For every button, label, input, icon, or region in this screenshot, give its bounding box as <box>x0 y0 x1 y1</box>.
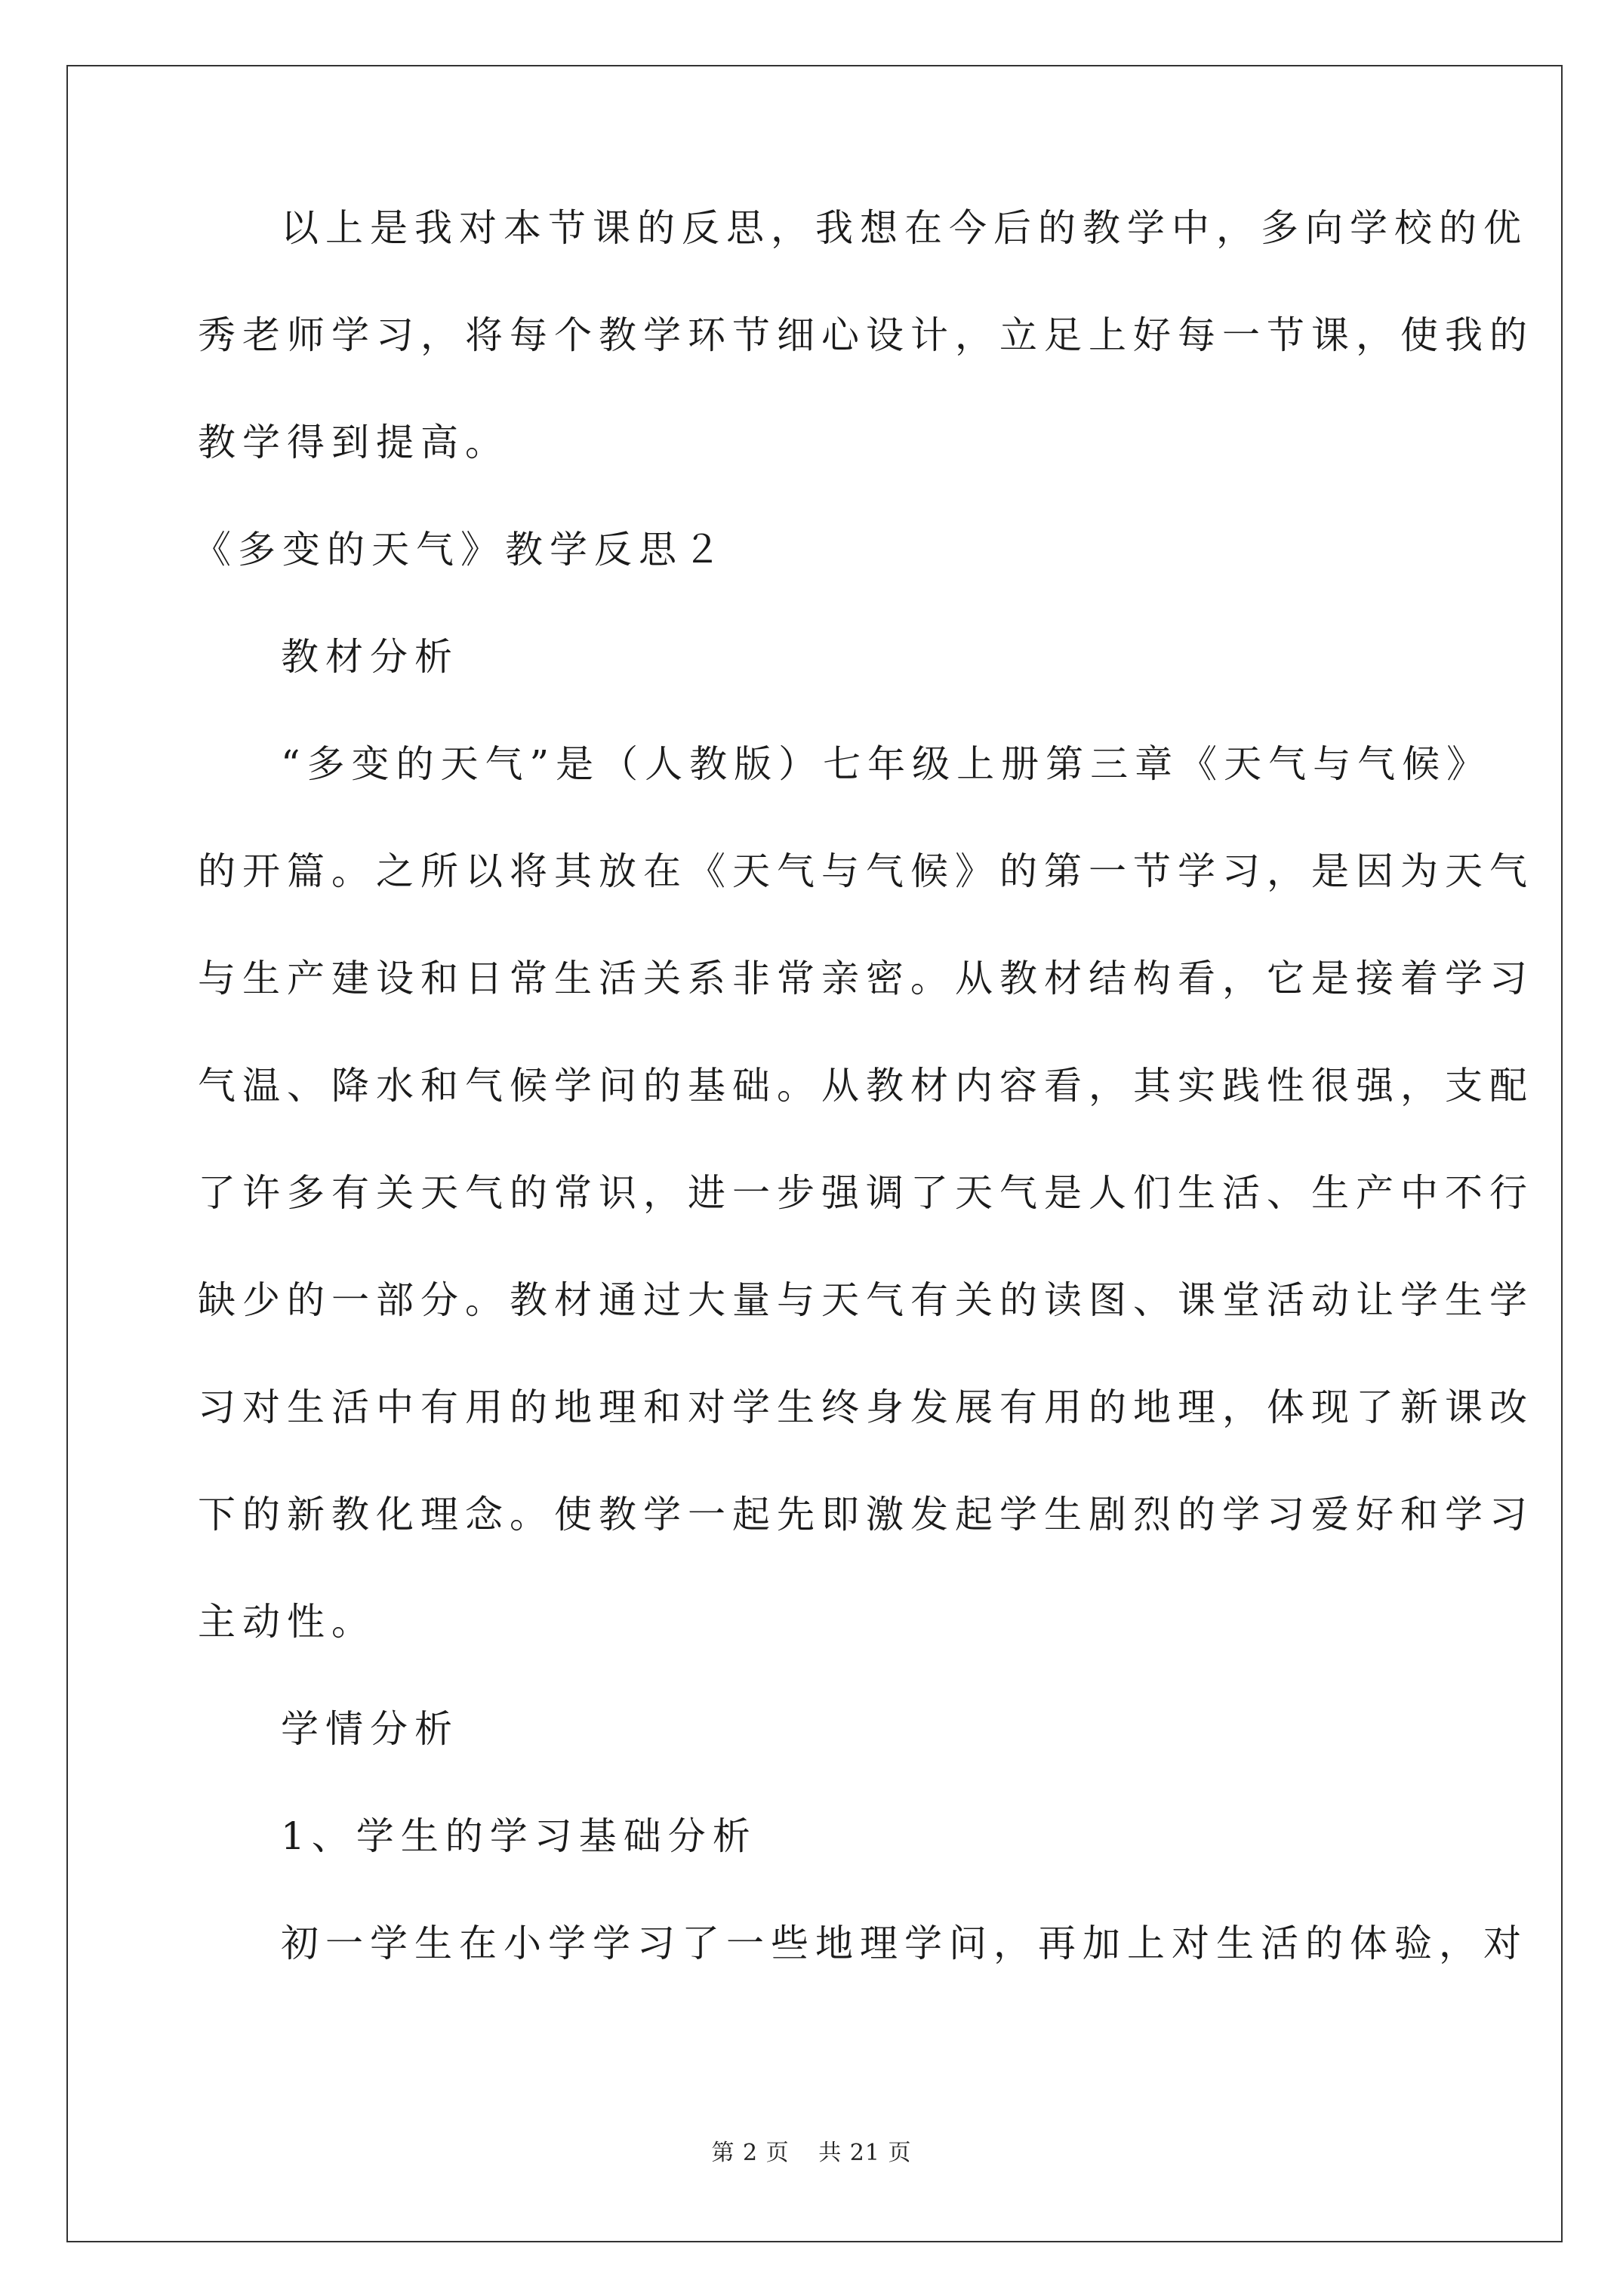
text-line: 气温、降水和气候学问的基础。从教材内容看，其实践性很强，支配 <box>198 1064 1534 1108</box>
text-line: 初一学生在小学学习了一些地理学问，再加上对生活的体验，对 <box>281 1922 1528 1965</box>
text-line: 的开篇。之所以将其放在《天气与气候》的第一节学习，是因为天气 <box>198 849 1534 893</box>
text-line: 缺少的一部分。教材通过大量与天气有关的读图、课堂活动让学生学 <box>198 1278 1534 1322</box>
subheading: 教材分析 <box>281 635 459 679</box>
text-line: 了许多有关天气的常识，进一步强调了天气是人们生活、生产中不行 <box>198 1171 1534 1215</box>
text-line: “多变的天气”是（人教版）七年级上册第三章《天气与气候》 <box>281 742 1492 786</box>
page-number: 第 2 页 <box>711 2140 790 2166</box>
page-footer <box>0 2134 1623 2167</box>
numbered-subheading: 1、学生的学习基础分析 <box>281 1814 757 1858</box>
text-line: 下的新教化理念。使教学一起先即激发起学生剧烈的学习爱好和学习 <box>198 1493 1534 1536</box>
page-total: 共 21 页 <box>818 2140 912 2166</box>
text-line: 主动性。 <box>198 1600 376 1644</box>
text-line: 秀老师学习，将每个教学环节细心设计，立足上好每一节课，使我的 <box>198 313 1534 357</box>
text-line: 教学得到提高。 <box>198 421 510 464</box>
subheading: 学情分析 <box>281 1707 459 1751</box>
section-heading: 《多变的天气》教学反思２ <box>193 528 728 572</box>
text-line: 以上是我对本节课的反思，我想在今后的教学中，多向学校的优 <box>281 206 1528 250</box>
document-body <box>193 205 1534 2028</box>
text-line: 习对生活中有用的地理和对学生终身发展有用的地理，体现了新课改 <box>198 1385 1534 1429</box>
text-line: 与生产建设和日常生活关系非常亲密。从教材结构看，它是接着学习 <box>198 957 1534 1000</box>
